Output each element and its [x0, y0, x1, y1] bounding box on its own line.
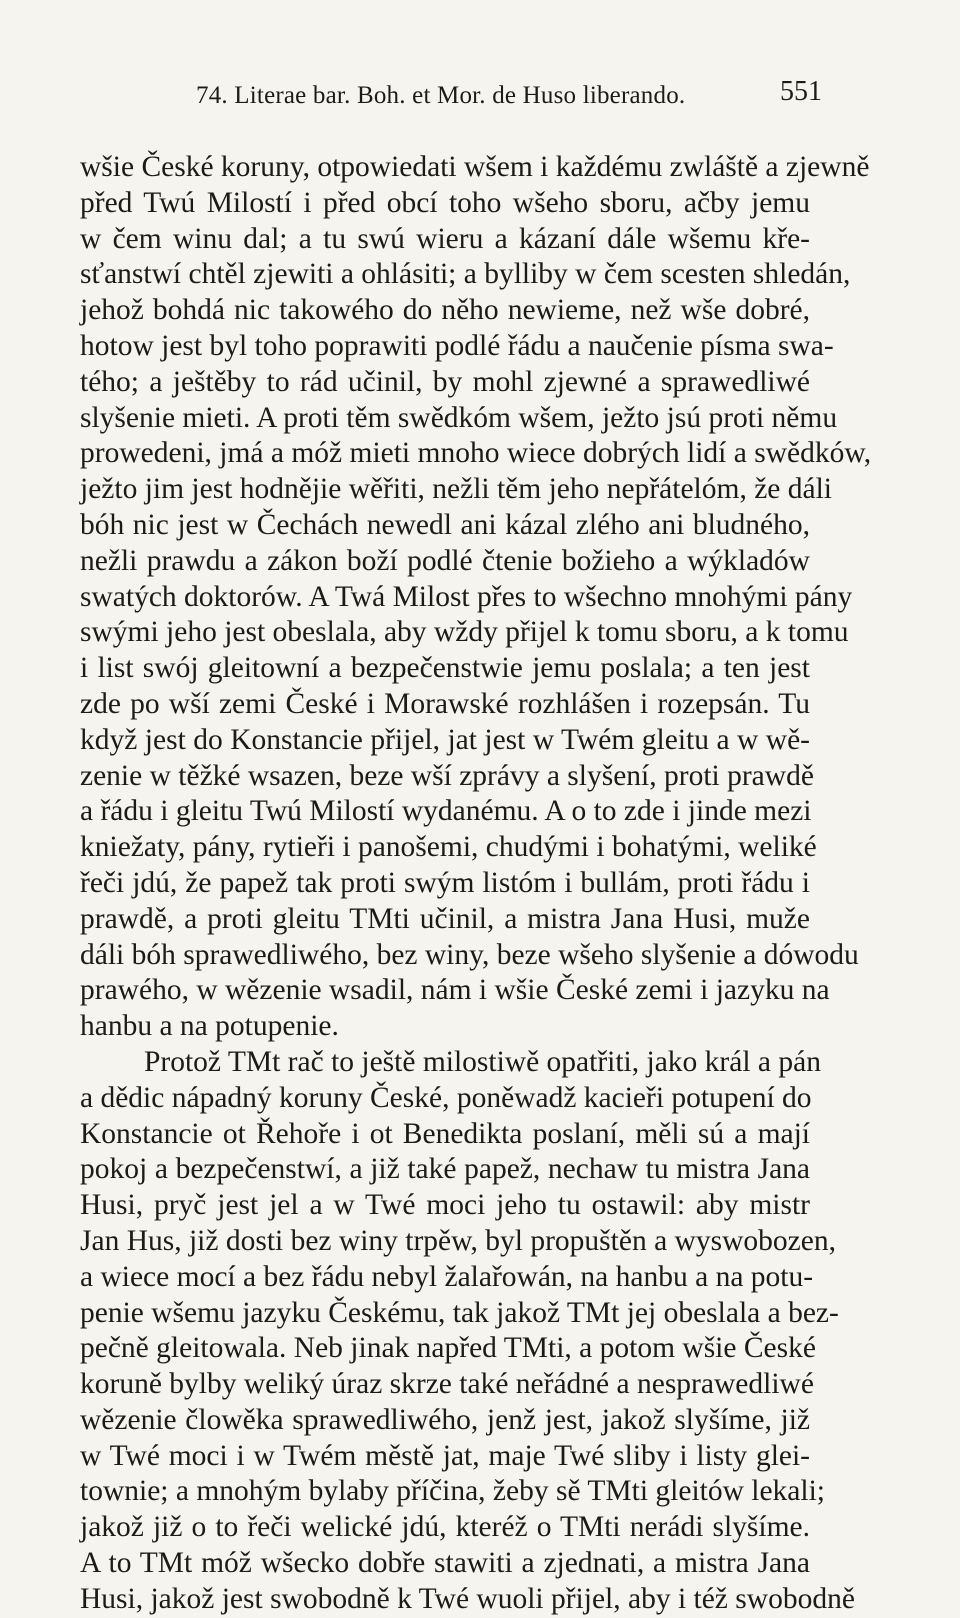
text-line: tého; a ještěby to rád učinil, by mohl zjewné a sprawedliwé	[80, 365, 810, 398]
text-line: prowedeni, jmá a móž mieti mnoho wiece dobrých lidí a swědków,	[80, 437, 872, 470]
text-line: prawého, w wězenie wsadil, nám i wšie České zemi i jazyku na	[80, 974, 830, 1007]
text-line: pokoj a bezpečenstwí, a již také papež, nechaw tu mistra Jana	[80, 1153, 810, 1186]
text-line: slyšenie mieti. A proti těm swědkóm wšem, ježto jsú proti němu	[80, 401, 838, 434]
text-line: a wiece mocí a bez řádu nebyl žalařowán, na hanbu a na potu-	[80, 1260, 814, 1293]
text-line: Jan Hus, již dosti bez winy trpěw, byl propuštěn a wyswobozen,	[80, 1224, 836, 1257]
text-line: a dědic nápadný koruny České, poněwadž kacieři potupení do	[80, 1081, 812, 1114]
running-head: 74. Literae bar. Boh. et Mor. de Huso liberando.	[196, 82, 686, 109]
text-line: w Twé moci i w Twém městě jat, maje Twé sliby i listy glei-	[80, 1439, 810, 1472]
text-line: hotow jest byl toho poprawiti podlé řádu a naučenie písma swa-	[80, 329, 834, 362]
text-line: nežli prawdu a zákon boží podlé čtenie božieho a wýkladów	[80, 544, 810, 577]
text-line: jehož bohdá nic takowého do něho newieme, než wše dobré,	[80, 294, 810, 327]
text-line: když jest do Konstancie přijel, jat jest w Twém gleitu a w wě-	[80, 723, 810, 756]
text-line: wšie České koruny, otpowiedati wšem i každému zwláště a zjewně	[80, 151, 870, 183]
page-number: 551	[780, 76, 822, 107]
text-line: ježto jim jest hodnějie wěřiti, nežli těm jeho nepřátelóm, že dáli	[80, 473, 832, 506]
text-line: koruně bylby weliký úraz skrze také neřádné a nesprawedliwé	[80, 1368, 814, 1401]
text-line: penie wšemu jazyku Českému, tak jakož TMt jej obeslala a bez-	[80, 1296, 839, 1329]
text-line: Husi, jakož jest swobodně k Twé wuoli přijel, aby i též swobodně	[80, 1582, 855, 1615]
text-line: townie; a mnohým bylaby příčina, žeby sě TMti gleitów lekali;	[80, 1475, 825, 1508]
body-text	[80, 150, 872, 1618]
text-line: před Twú Milostí i před obcí toho wšeho sboru, ačby jemu	[80, 186, 810, 219]
text-line: Konstancie ot Řehoře i ot Benedikta poslaní, měli sú a mají	[80, 1117, 810, 1150]
text-line: zenie w těžké wsazen, beze wší zprávy a slyšení, proti prawdě	[80, 759, 814, 792]
text-line: dáli bóh sprawedliwého, bez winy, beze wšeho slyšenie a dówodu	[80, 938, 859, 971]
text-line: sťanstwí chtěl zjewiti a ohlásiti; a bylliby w čem scesten shledán,	[80, 258, 851, 291]
text-line: prawdě, a proti gleitu TMti učinil, a mistra Jana Husi, muže	[80, 902, 810, 935]
text-line: kniežaty, pány, rytieři i panošemi, chudými i bohatými, weliké	[80, 831, 817, 864]
text-line: swatých doktorów. A Twá Milost přes to wšechno mnohými pány	[80, 580, 853, 613]
text-line: w čem winu dal; a tu swú wieru a kázaní dále wšemu kře-	[80, 222, 810, 255]
text-line: A to TMt móž wšecko dobře stawiti a zjednati, a mistra Jana	[80, 1547, 810, 1580]
paragraph	[80, 1045, 855, 1618]
text-line: a řádu i gleitu Twú Milostí wydanému. A o to zde i jinde mezi	[80, 795, 812, 828]
text-line: jakož již o to řeči welické jdú, kteréž o TMti nerádi slyšíme.	[80, 1511, 810, 1544]
text-line: pečně gleitowala. Neb jinak napřed TMti, a potom wšie České	[80, 1332, 816, 1365]
page-header	[196, 76, 822, 120]
text-line: bóh nic jest w Čechách newedl ani kázal zlého ani bludného,	[80, 508, 810, 541]
text-line: wězenie člowěka sprawedliwého, jenž jest, jakož slyšíme, již	[80, 1403, 810, 1436]
text-line: i list swój gleitowní a bezpečenstwie jemu poslala; a ten jest	[80, 652, 810, 685]
paragraph	[80, 150, 872, 1045]
text-line: swými jeho jest obeslala, aby wždy přijel k tomu sboru, a k tomu	[80, 616, 849, 649]
text-line: Husi, pryč jest jel a w Twé moci jeho tu ostawil: aby mistr	[80, 1189, 810, 1222]
text-line: řeči jdú, že papež tak proti swým listóm i bullám, proti řádu i	[80, 866, 810, 899]
text-line: zde po wší zemi České i Morawské rozhlášen i rozepsán. Tu	[80, 687, 810, 720]
text-line: Protož TMt rač to ještě milostiwě opatřiti, jako král a pán	[144, 1045, 821, 1078]
text-line: hanbu a na potupenie.	[80, 1010, 339, 1043]
